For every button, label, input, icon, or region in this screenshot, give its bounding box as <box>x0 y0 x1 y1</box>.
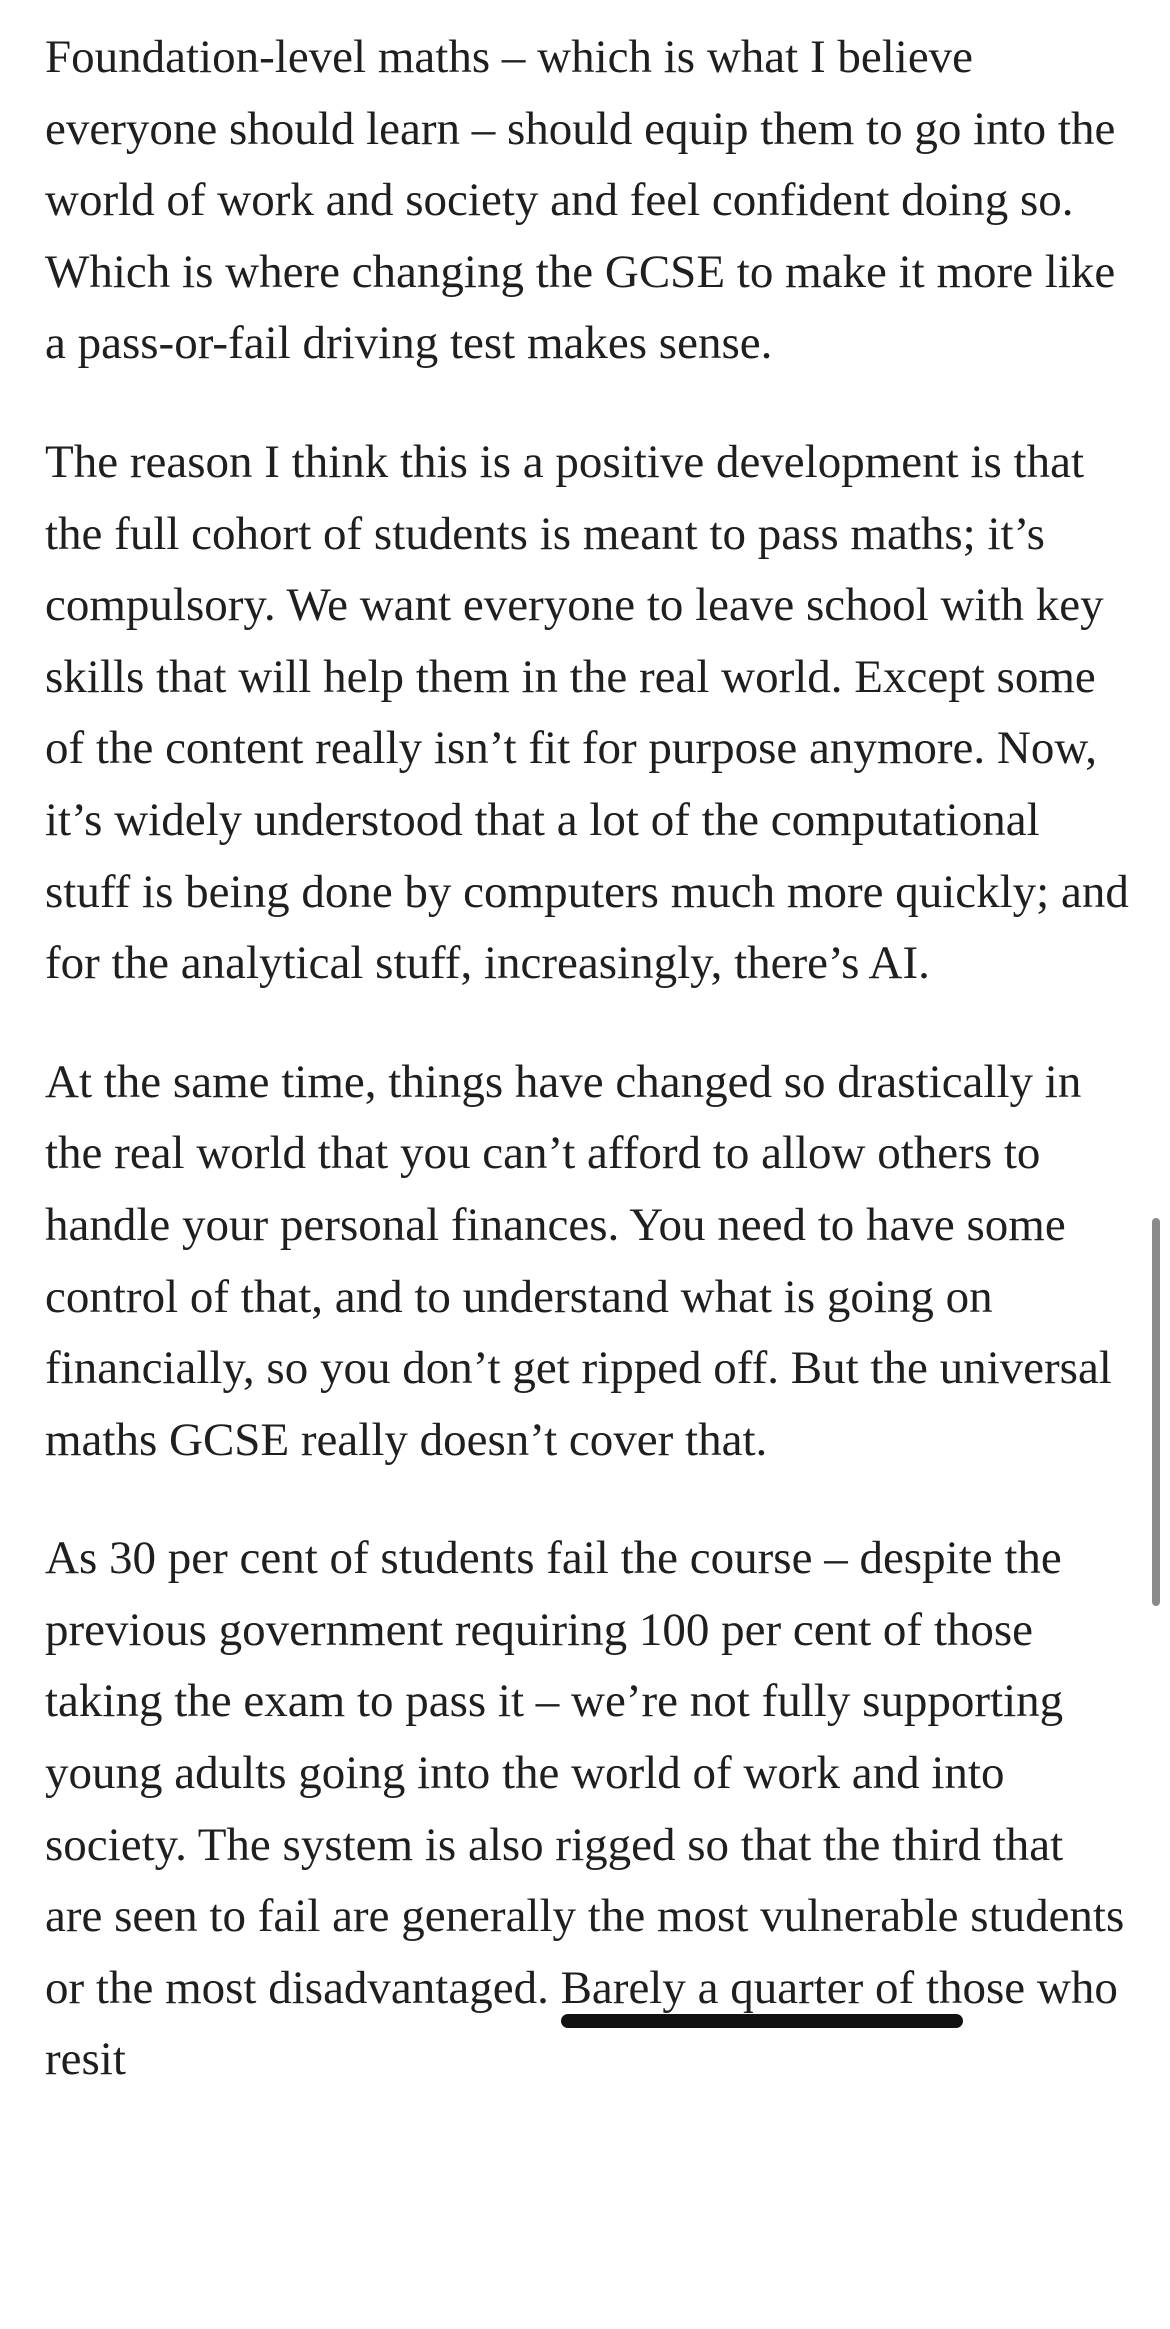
link-underline <box>561 2014 963 2028</box>
article-link-text[interactable]: Barely a quarter of th <box>560 1961 963 2014</box>
article-link[interactable] <box>561 1962 963 2014</box>
paragraph-3: At the same time, things have changed so drastically in the real world that you can’t afford to allow others to handle your personal finances. You need to have some control of that, and to understand what is going on financially, so you don’t get ripped off. But the universal maths GCSE really doesn’t cover that. <box>45 1055 1112 1466</box>
scrollbar-thumb[interactable] <box>1152 1218 1160 1606</box>
paragraph-2: The reason I think this is a positive development is that the full cohort of students is meant to pass maths; it’s compulsory. We want everyone to leave school with key skills that will help them in the real world. Except some of the content really isn’t fit for purpose anymore. Now, it’s widely understood that a lot of the computational stuff is being done by computers much more quickly; and for the analytical stuff, increasingly, there’s AI. <box>45 435 1129 990</box>
article-body <box>45 22 1130 2143</box>
paragraph-4 <box>45 1523 1130 2096</box>
paragraph-4-text-after: ose who resit <box>45 1961 1118 2086</box>
paragraph-4-text-before: As 30 per cent of students fail the course – despite the previous government requiring 100 per cent of those taking the exam to pass it – we’re not fully supporting young adults going into the world of work and into society. The system is also rigged so that the third that are seen to fail are generally the most vulnerable students or the most disadvantaged. <box>45 1532 1125 2014</box>
paragraph-1: Foundation-level maths – which is what I believe everyone should learn – should equip them to go into the world of work and society and feel confident doing so. Which is where changing the GCSE to make it more like a pass-or-fail driving test makes sense. <box>45 31 1116 370</box>
